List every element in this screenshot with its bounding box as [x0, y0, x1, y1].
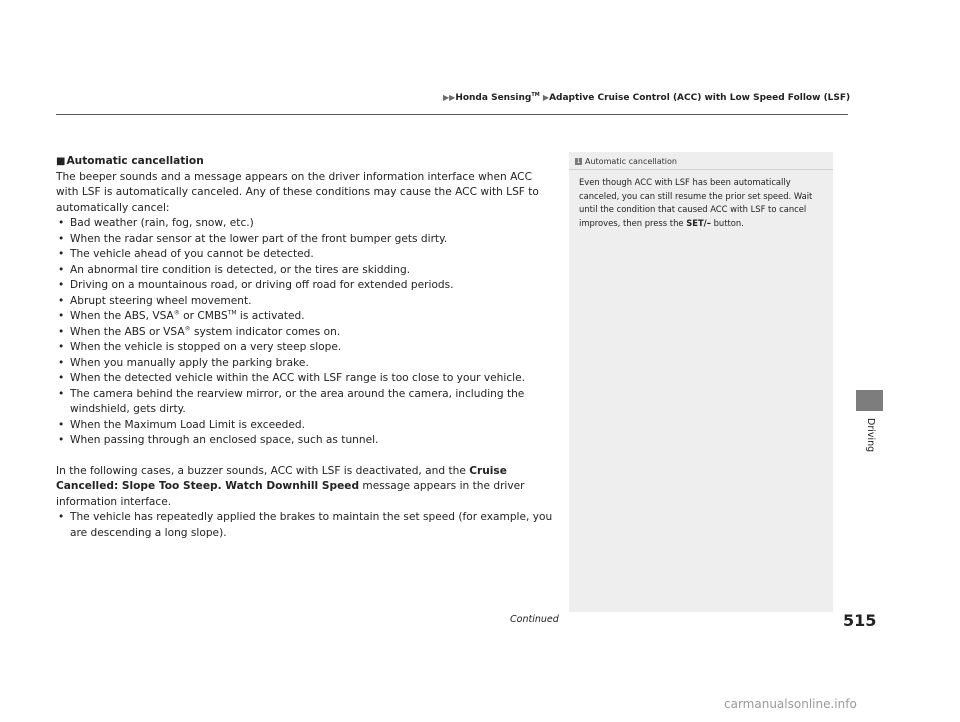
note-number-icon: 1	[576, 158, 581, 165]
sidebar-text: Even though ACC with LSF has been automatically canceled, you can still resume the prior set speed. Wait until the condition that caused ACC with LSF to cancel improves, then press the SET/– button.	[579, 177, 813, 228]
continued-label: Continued	[510, 614, 559, 625]
header-subsection: Adaptive Cruise Control (ACC) with Low Speed Follow (LSF)	[549, 93, 851, 103]
list-item: • When the vehicle is stopped on a very steep slope.	[56, 340, 556, 356]
chapter-tab	[856, 390, 883, 411]
page-number: 515	[843, 611, 877, 630]
sidebar-note	[569, 152, 833, 612]
list-item: • When the radar sensor at the lower part of the front bumper gets dirty.	[56, 232, 556, 248]
watermark: carmanualsonline.info	[724, 697, 857, 711]
header-section: Honda Sensing™	[455, 92, 540, 103]
list-item: • Bad weather (rain, fog, snow, etc.)	[56, 216, 556, 232]
section-title: ■Automatic cancellation	[56, 155, 204, 167]
list-item: • When you manually apply the parking brake.	[56, 356, 556, 372]
list-item: • When the ABS, VSA® or CMBS™ is activated.	[56, 309, 556, 325]
running-header	[443, 92, 851, 103]
list-item: • The vehicle ahead of you cannot be detected.	[56, 247, 556, 263]
header-rule	[56, 114, 848, 115]
list-item: • Driving on a mountainous road, or driving off road for extended periods.	[56, 278, 556, 294]
chapter-tab-label: Driving	[865, 418, 876, 453]
breadcrumb-arrow-icon: ▶▶	[443, 93, 456, 102]
breadcrumb-arrow-icon: ▶	[542, 93, 550, 102]
section-square-icon: ■	[56, 156, 66, 167]
list-item: • An abnormal tire condition is detected, or the tires are skidding.	[56, 263, 556, 279]
intro-paragraph: The beeper sounds and a message appears on the driver information interface when ACC with LSF is automatically canceled. Any of these conditions may cause the ACC with LSF to automatically cancel:	[56, 170, 539, 214]
list-item: • When the ABS or VSA® system indicator comes on.	[56, 325, 556, 341]
buzzer-list	[56, 510, 556, 541]
list-item: • When the Maximum Load Limit is exceeded.	[56, 418, 556, 434]
list-item: • When passing through an enclosed space, such as tunnel.	[56, 433, 556, 449]
list-item: • When the detected vehicle within the ACC with LSF range is too close to your vehicle.	[56, 371, 556, 387]
list-item: • The camera behind the rearview mirror, or the area around the camera, including the windshield, gets dirty.	[56, 387, 556, 418]
list-item: • The vehicle has repeatedly applied the brakes to maintain the set speed (for example, you are descending a long slope).	[56, 510, 556, 541]
sidebar-header	[569, 152, 833, 170]
message-text: Cruise Cancelled: Slope Too Steep. Watch Downhill Speed	[56, 464, 507, 492]
sidebar-title: Automatic cancellation	[585, 157, 677, 166]
buzzer-paragraph: In the following cases, a buzzer sounds, ACC with LSF is deactivated, and the Cruise Cancelled: Slope Too Steep. Watch Downhill Speed message appears in the driver information interface.	[56, 464, 525, 508]
main-column	[56, 154, 556, 541]
list-item: • Abrupt steering wheel movement.	[56, 294, 556, 310]
condition-list	[56, 216, 556, 449]
